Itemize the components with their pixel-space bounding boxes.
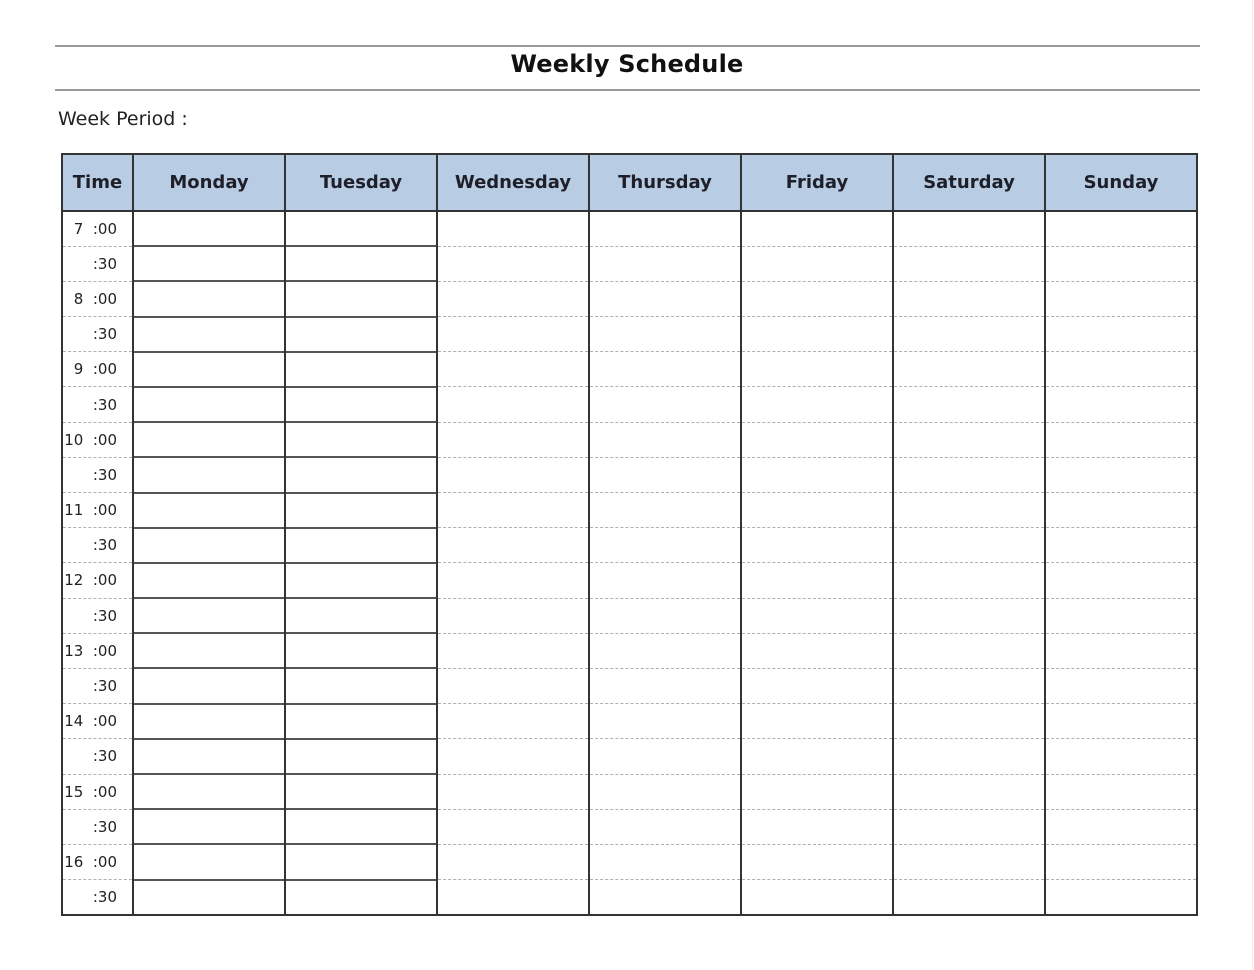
table-row (62, 598, 1197, 633)
schedule-cell-monday[interactable] (133, 457, 285, 492)
schedule-cell-sunday[interactable] (1045, 809, 1197, 844)
schedule-cell-thursday[interactable] (589, 422, 741, 457)
schedule-cell-wednesday[interactable] (437, 844, 589, 879)
schedule-cell-saturday[interactable] (893, 281, 1045, 316)
schedule-cell-wednesday[interactable] (437, 774, 589, 809)
schedule-cell-saturday[interactable] (893, 457, 1045, 492)
schedule-cell-wednesday[interactable] (437, 528, 589, 563)
schedule-cell-monday[interactable] (133, 668, 285, 703)
schedule-cell-tuesday[interactable] (285, 774, 437, 809)
schedule-cell-wednesday[interactable] (437, 598, 589, 633)
schedule-cell-saturday[interactable] (893, 809, 1045, 844)
time-slot-label: 7 :00 (62, 211, 133, 246)
schedule-cell-friday[interactable] (741, 211, 893, 246)
schedule-cell-friday[interactable] (741, 457, 893, 492)
schedule-cell-saturday[interactable] (893, 211, 1045, 246)
table-row (62, 563, 1197, 598)
table-row (62, 880, 1197, 915)
column-header-wednesday: Wednesday (437, 154, 589, 211)
schedule-cell-friday[interactable] (741, 352, 893, 387)
weekly-schedule-table (61, 153, 1198, 916)
schedule-cell-tuesday[interactable] (285, 844, 437, 879)
time-slot-label: 9 :00 (62, 352, 133, 387)
schedule-cell-monday[interactable] (133, 281, 285, 316)
schedule-cell-friday[interactable] (741, 422, 893, 457)
week-period-label: Week Period : (58, 108, 188, 130)
schedule-cell-tuesday[interactable] (285, 457, 437, 492)
table-row (62, 352, 1197, 387)
table-row (62, 844, 1197, 879)
schedule-cell-sunday[interactable] (1045, 493, 1197, 528)
schedule-cell-wednesday[interactable] (437, 809, 589, 844)
schedule-cell-monday[interactable] (133, 387, 285, 422)
schedule-cell-wednesday[interactable] (437, 633, 589, 668)
schedule-cell-sunday[interactable] (1045, 422, 1197, 457)
schedule-cell-saturday[interactable] (893, 844, 1045, 879)
schedule-cell-thursday[interactable] (589, 739, 741, 774)
schedule-cell-thursday[interactable] (589, 493, 741, 528)
schedule-cell-tuesday[interactable] (285, 528, 437, 563)
schedule-cell-saturday[interactable] (893, 880, 1045, 915)
schedule-cell-friday[interactable] (741, 281, 893, 316)
column-header-tuesday: Tuesday (285, 154, 437, 211)
schedule-cell-tuesday[interactable] (285, 704, 437, 739)
schedule-cell-sunday[interactable] (1045, 668, 1197, 703)
schedule-cell-wednesday[interactable] (437, 281, 589, 316)
schedule-cell-monday[interactable] (133, 493, 285, 528)
header-row (62, 154, 1197, 211)
schedule-cell-sunday[interactable] (1045, 211, 1197, 246)
schedule-cell-friday[interactable] (741, 633, 893, 668)
time-slot-label: :30 (62, 598, 133, 633)
schedule-cell-thursday[interactable] (589, 844, 741, 879)
schedule-cell-sunday[interactable] (1045, 281, 1197, 316)
schedule-cell-wednesday[interactable] (437, 352, 589, 387)
time-slot-label: 10 :00 (62, 422, 133, 457)
schedule-cell-monday[interactable] (133, 528, 285, 563)
column-header-thursday: Thursday (589, 154, 741, 211)
schedule-cell-friday[interactable] (741, 668, 893, 703)
schedule-cell-monday[interactable] (133, 809, 285, 844)
schedule-cell-tuesday[interactable] (285, 493, 437, 528)
schedule-cell-saturday[interactable] (893, 246, 1045, 281)
schedule-cell-wednesday[interactable] (437, 880, 589, 915)
table-row (62, 528, 1197, 563)
schedule-cell-tuesday[interactable] (285, 739, 437, 774)
schedule-cell-monday[interactable] (133, 880, 285, 915)
schedule-cell-sunday[interactable] (1045, 880, 1197, 915)
table-row (62, 774, 1197, 809)
time-slot-label: :30 (62, 387, 133, 422)
table-row (62, 457, 1197, 492)
time-slot-label: 8 :00 (62, 281, 133, 316)
schedule-cell-thursday[interactable] (589, 774, 741, 809)
schedule-cell-sunday[interactable] (1045, 739, 1197, 774)
schedule-cell-thursday[interactable] (589, 704, 741, 739)
schedule-cell-friday[interactable] (741, 387, 893, 422)
schedule-cell-tuesday[interactable] (285, 668, 437, 703)
schedule-cell-saturday[interactable] (893, 704, 1045, 739)
schedule-cell-friday[interactable] (741, 704, 893, 739)
schedule-cell-wednesday[interactable] (437, 668, 589, 703)
schedule-cell-saturday[interactable] (893, 352, 1045, 387)
schedule-cell-saturday[interactable] (893, 668, 1045, 703)
table-row (62, 704, 1197, 739)
schedule-cell-saturday[interactable] (893, 563, 1045, 598)
schedule-cell-monday[interactable] (133, 704, 285, 739)
schedule-cell-thursday[interactable] (589, 352, 741, 387)
schedule-cell-monday[interactable] (133, 844, 285, 879)
time-slot-label: :30 (62, 668, 133, 703)
table-row (62, 317, 1197, 352)
time-slot-label: 12 :00 (62, 563, 133, 598)
time-slot-label: 14 :00 (62, 704, 133, 739)
schedule-cell-friday[interactable] (741, 493, 893, 528)
schedule-cell-sunday[interactable] (1045, 598, 1197, 633)
schedule-cell-wednesday[interactable] (437, 211, 589, 246)
schedule-cell-monday[interactable] (133, 563, 285, 598)
schedule-cell-sunday[interactable] (1045, 774, 1197, 809)
schedule-cell-monday[interactable] (133, 774, 285, 809)
schedule-cell-sunday[interactable] (1045, 844, 1197, 879)
schedule-cell-monday[interactable] (133, 633, 285, 668)
column-header-time: Time (62, 154, 133, 211)
schedule-cell-thursday[interactable] (589, 211, 741, 246)
time-slot-label: :30 (62, 739, 133, 774)
schedule-cell-tuesday[interactable] (285, 387, 437, 422)
schedule-cell-wednesday[interactable] (437, 317, 589, 352)
time-slot-label: :30 (62, 528, 133, 563)
table-row (62, 668, 1197, 703)
schedule-cell-thursday[interactable] (589, 668, 741, 703)
table-row (62, 633, 1197, 668)
schedule-cell-friday[interactable] (741, 563, 893, 598)
schedule-cell-tuesday[interactable] (285, 211, 437, 246)
table-row (62, 281, 1197, 316)
schedule-cell-wednesday[interactable] (437, 457, 589, 492)
table-row (62, 211, 1197, 246)
column-header-sunday: Sunday (1045, 154, 1197, 211)
schedule-cell-thursday[interactable] (589, 528, 741, 563)
column-header-monday: Monday (133, 154, 285, 211)
time-slot-label: :30 (62, 317, 133, 352)
page-edge (1252, 0, 1253, 970)
schedule-cell-thursday[interactable] (589, 457, 741, 492)
table-row (62, 387, 1197, 422)
schedule-cell-friday[interactable] (741, 880, 893, 915)
schedule-cell-tuesday[interactable] (285, 352, 437, 387)
schedule-cell-saturday[interactable] (893, 493, 1045, 528)
time-slot-label: 13 :00 (62, 633, 133, 668)
schedule-cell-sunday[interactable] (1045, 563, 1197, 598)
schedule-cell-monday[interactable] (133, 211, 285, 246)
schedule-cell-friday[interactable] (741, 809, 893, 844)
table-row (62, 246, 1197, 281)
schedule-cell-sunday[interactable] (1045, 704, 1197, 739)
schedule-cell-wednesday[interactable] (437, 387, 589, 422)
schedule-cell-tuesday[interactable] (285, 317, 437, 352)
schedule-cell-thursday[interactable] (589, 563, 741, 598)
table-row (62, 493, 1197, 528)
time-slot-label: :30 (62, 246, 133, 281)
page-title: Weekly Schedule (510, 50, 744, 78)
schedule-cell-friday[interactable] (741, 528, 893, 563)
time-slot-label: 11 :00 (62, 493, 133, 528)
schedule-cell-wednesday[interactable] (437, 422, 589, 457)
schedule-cell-tuesday[interactable] (285, 246, 437, 281)
schedule-cell-tuesday[interactable] (285, 880, 437, 915)
schedule-cell-friday[interactable] (741, 774, 893, 809)
schedule-cell-sunday[interactable] (1045, 457, 1197, 492)
schedule-cell-monday[interactable] (133, 317, 285, 352)
schedule-cell-saturday[interactable] (893, 317, 1045, 352)
schedule-cell-monday[interactable] (133, 422, 285, 457)
table-row (62, 809, 1197, 844)
time-slot-label: :30 (62, 880, 133, 915)
schedule-cell-wednesday[interactable] (437, 493, 589, 528)
schedule-cell-friday[interactable] (741, 844, 893, 879)
table-row (62, 739, 1197, 774)
schedule-cell-saturday[interactable] (893, 739, 1045, 774)
title-underline-rule (55, 89, 1200, 91)
table-row (62, 422, 1197, 457)
schedule-cell-tuesday[interactable] (285, 281, 437, 316)
schedule-cell-sunday[interactable] (1045, 317, 1197, 352)
schedule-cell-monday[interactable] (133, 739, 285, 774)
schedule-cell-wednesday[interactable] (437, 739, 589, 774)
schedule-cell-thursday[interactable] (589, 281, 741, 316)
schedule-cell-thursday[interactable] (589, 880, 741, 915)
schedule-cell-friday[interactable] (741, 598, 893, 633)
schedule-cell-sunday[interactable] (1045, 246, 1197, 281)
schedule-cell-thursday[interactable] (589, 633, 741, 668)
schedule-cell-monday[interactable] (133, 246, 285, 281)
schedule-cell-friday[interactable] (741, 246, 893, 281)
schedule-cell-wednesday[interactable] (437, 704, 589, 739)
schedule-cell-wednesday[interactable] (437, 246, 589, 281)
schedule-cell-saturday[interactable] (893, 422, 1045, 457)
time-slot-label: :30 (62, 809, 133, 844)
schedule-cell-thursday[interactable] (589, 246, 741, 281)
schedule-cell-thursday[interactable] (589, 317, 741, 352)
schedule-cell-saturday[interactable] (893, 387, 1045, 422)
schedule-cell-thursday[interactable] (589, 598, 741, 633)
schedule-cell-friday[interactable] (741, 739, 893, 774)
schedule-cell-thursday[interactable] (589, 387, 741, 422)
column-header-friday: Friday (741, 154, 893, 211)
schedule-cell-tuesday[interactable] (285, 563, 437, 598)
schedule-cell-monday[interactable] (133, 352, 285, 387)
time-slot-label: 15 :00 (62, 774, 133, 809)
time-slot-label: 16 :00 (62, 844, 133, 879)
schedule-cell-sunday[interactable] (1045, 528, 1197, 563)
schedule-cell-tuesday[interactable] (285, 809, 437, 844)
schedule-cell-wednesday[interactable] (437, 563, 589, 598)
schedule-cell-sunday[interactable] (1045, 387, 1197, 422)
schedule-cell-saturday[interactable] (893, 598, 1045, 633)
schedule-cell-tuesday[interactable] (285, 422, 437, 457)
schedule-cell-sunday[interactable] (1045, 352, 1197, 387)
schedule-cell-saturday[interactable] (893, 774, 1045, 809)
schedule-cell-sunday[interactable] (1045, 633, 1197, 668)
time-slot-label: :30 (62, 457, 133, 492)
schedule-cell-thursday[interactable] (589, 809, 741, 844)
schedule-cell-saturday[interactable] (893, 633, 1045, 668)
top-rule (55, 45, 1200, 47)
schedule-cell-friday[interactable] (741, 317, 893, 352)
schedule-cell-tuesday[interactable] (285, 633, 437, 668)
schedule-cell-monday[interactable] (133, 598, 285, 633)
schedule-cell-saturday[interactable] (893, 528, 1045, 563)
schedule-cell-tuesday[interactable] (285, 598, 437, 633)
column-header-saturday: Saturday (893, 154, 1045, 211)
